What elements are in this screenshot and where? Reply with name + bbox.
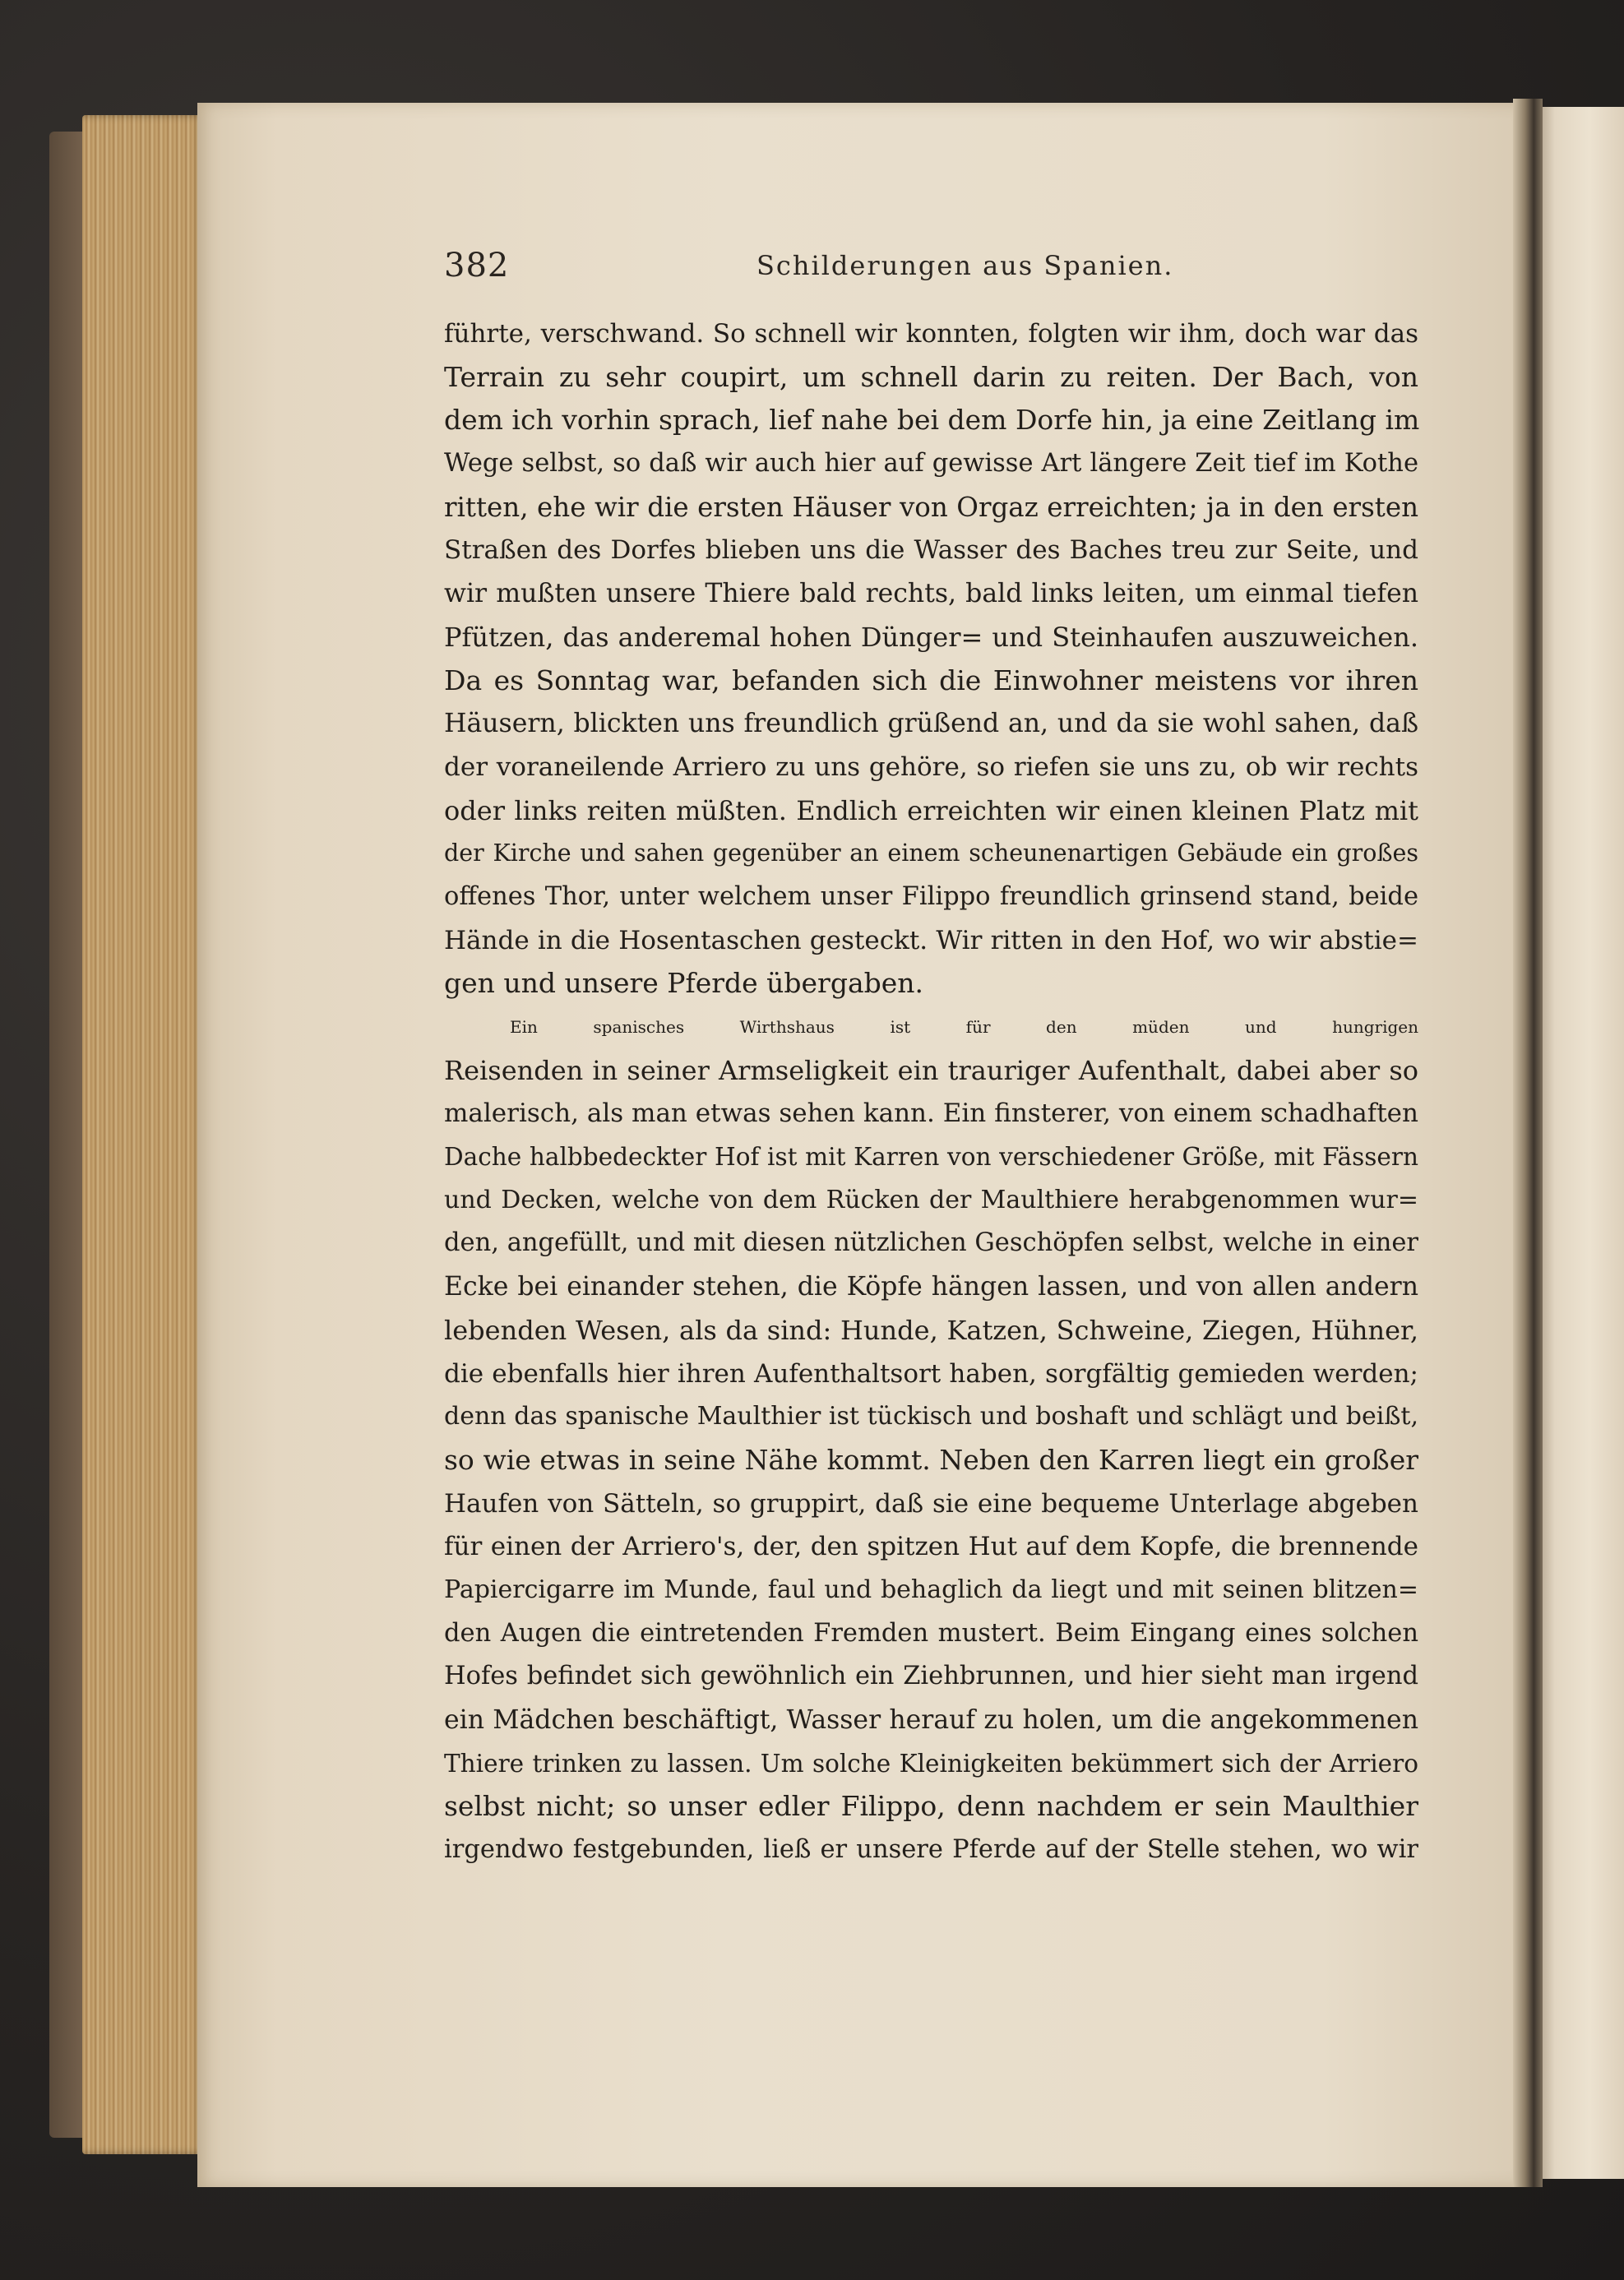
text-line: Da es Sonntag war, befanden sich die Einwohner meistens vor ihren xyxy=(444,664,1418,696)
text-line: Hände in die Hosentaschen gesteckt. Wir ritten in den Hof, wo wir abstie= xyxy=(444,925,1418,955)
text-line: Haufen von Sätteln, so gruppirt, daß sie eine bequeme Unterlage abgeben xyxy=(444,1488,1418,1519)
text-line: die ebenfalls hier ihren Aufenthaltsort haben, sorgfältig gemieden werden; xyxy=(444,1358,1418,1389)
text-line: irgendwo festgebunden, ließ er unsere Pferde auf der Stelle stehen, wo wir xyxy=(444,1835,1418,1865)
text-line: dem ich vorhin sprach, lief nahe bei dem Dorfe hin, ja eine Zeitlang im xyxy=(444,404,1420,437)
text-line: denn das spanische Maulthier ist tückisch und boshaft und schlägt und beißt, xyxy=(444,1402,1418,1431)
text-line: Hofes befindet sich gewöhnlich ein Ziehbrunnen, und hier sieht man irgend xyxy=(444,1662,1418,1691)
text-line: führte, verschwand. So schnell wir konnten, folgten wir ihm, doch war das xyxy=(444,319,1418,349)
text-line: gen und unsere Pferde übergaben. xyxy=(444,967,924,1000)
text-line: ritten, ehe wir die ersten Häuser von Orgaz erreichten; ja in den ersten xyxy=(444,491,1418,523)
text-line: selbst nicht; so unser edler Filippo, denn nachdem er sein Maulthier xyxy=(444,1790,1418,1823)
text-line: ein Mädchen beschäftigt, Wasser herauf zu holen, um die angekommenen xyxy=(444,1705,1418,1735)
text-line: Straßen des Dorfes blieben uns die Wasser des Baches treu zur Seite, und xyxy=(444,535,1418,566)
text-line: offenes Thor, unter welchem unser Filippo freundlich grinsend stand, beide xyxy=(444,881,1418,911)
text-line: der Kirche und sahen gegenüber an einem scheunenartigen Gebäude ein großes xyxy=(444,839,1418,867)
paragraph-start-line: Ein spanisches Wirthshaus ist für den müden und hungrigen xyxy=(510,1017,1418,1037)
facing-page-edge xyxy=(1538,107,1624,2179)
text-line: Reisenden in seiner Armseligkeit ein trauriger Aufenthalt, dabei aber so xyxy=(444,1054,1418,1086)
text-line: Papiercigarre im Munde, faul und behaglich da liegt und mit seinen blitzen= xyxy=(444,1575,1418,1604)
text-line: den, angefüllt, und mit diesen nützlichen Geschöpfen selbst, welche in einer xyxy=(444,1228,1418,1258)
text-line: für einen der Arriero's, der, den spitzen Hut auf dem Kopfe, die brennende xyxy=(444,1532,1418,1562)
text-line: malerisch, als man etwas sehen kann. Ein finsterer, von einem schadhaften xyxy=(444,1098,1418,1129)
running-title: Schilderungen aus Spanien. xyxy=(756,250,1174,281)
text-line: Häusern, blickten uns freundlich grüßend an, und da sie wohl sahen, daß xyxy=(444,709,1418,739)
text-line: der voraneilende Arriero zu uns gehöre, so riefen sie uns zu, ob wir rechts xyxy=(444,752,1418,782)
text-line: lebenden Wesen, als da sind: Hunde, Katzen, Schweine, Ziegen, Hühner, xyxy=(444,1314,1418,1346)
text-line: Terrain zu sehr coupirt, um schnell darin zu reiten. Der Bach, von xyxy=(444,360,1418,393)
text-line: Pfützen, das anderemal hohen Dünger= und Steinhaufen auszuweichen. xyxy=(444,621,1418,653)
book-gutter xyxy=(1513,99,1543,2187)
text-line: Dache halbbedeckter Hof ist mit Karren von verschiedener Größe, mit Fässern xyxy=(444,1143,1418,1172)
text-line: Thiere trinken zu lassen. Um solche Kleinigkeiten bekümmert sich der Arriero xyxy=(444,1749,1418,1778)
text-line: wir mußten unsere Thiere bald rechts, bald links leiten, um einmal tiefen xyxy=(444,579,1418,609)
text-line: Ecke bei einander stehen, die Köpfe hängen lassen, und von allen andern xyxy=(444,1272,1418,1302)
text-line: den Augen die eintretenden Fremden mustert. Beim Eingang eines solchen xyxy=(444,1618,1418,1648)
page-number: 382 xyxy=(444,247,510,284)
page-fore-edge xyxy=(82,115,206,2154)
text-line: oder links reiten müßten. Endlich erreichten wir einen kleinen Platz mit xyxy=(444,794,1418,826)
running-head xyxy=(444,247,1513,296)
text-line: Wege selbst, so daß wir auch hier auf gewisse Art längere Zeit tief im Kothe xyxy=(444,449,1418,479)
text-line: so wie etwas in seine Nähe kommt. Neben den Karren liegt ein großer xyxy=(444,1443,1418,1476)
body-text xyxy=(444,312,1418,1872)
text-line: und Decken, welche von dem Rücken der Maulthiere herabgenommen wur= xyxy=(444,1185,1418,1214)
